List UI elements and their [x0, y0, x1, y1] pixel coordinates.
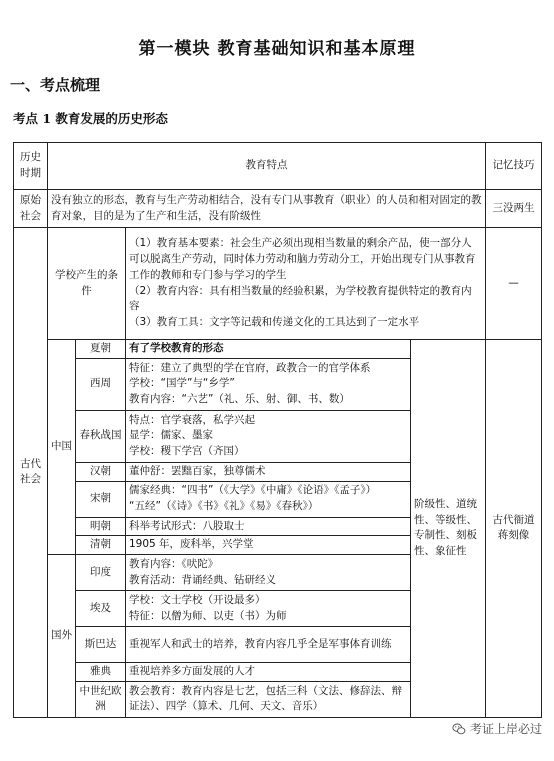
primitive-label: 原始社会 [14, 190, 48, 228]
feature-cell [126, 517, 411, 536]
feature-line: 有了学校教育的形态 [129, 342, 224, 354]
wechat-icon [452, 722, 466, 736]
feature-cell [126, 591, 411, 627]
feature-line: 教育内容：《吠陀》 [129, 557, 219, 570]
header-row [14, 143, 542, 190]
primitive-text: 没有独立的形态，教育与生产劳动相结合，没有专门从事教育（职业）的人员和相对固定的教育对象，目的是为了生产和生活，没有阶级性 [48, 190, 486, 228]
period-name: 春秋战国 [76, 410, 126, 462]
feature-line: 重视军人和武士的培养，教育内容几乎全是军事体育训练 [129, 637, 392, 650]
feature-cell [126, 481, 411, 517]
feature-line: 董仲舒：罢黜百家，独尊儒术 [129, 464, 266, 477]
period-name: 明朝 [76, 517, 126, 536]
point-heading: 考点 1 教育发展的历史形态 [13, 111, 168, 126]
china-label: 中国 [48, 340, 76, 555]
header-features: 教育特点 [48, 143, 486, 190]
feature-line: 特征：以僧为师、以吏（书）为师 [129, 609, 287, 622]
school-conditions-text [126, 228, 486, 340]
condition-line: （3）教育工具：文字等记载和传递文化的工具达到了一定水平 [129, 316, 420, 328]
header-period: 历史时期 [14, 143, 48, 190]
ancient-common-traits: 阶级性、道统性、等级性、专制性、刻板性、象征性 [411, 340, 486, 718]
period-name: 汉朝 [76, 462, 126, 481]
feature-line: 显学：儒家、墨家 [129, 429, 213, 442]
feature-cell [126, 358, 411, 410]
period-name: 雅典 [76, 663, 126, 682]
period-name: 中世纪欧洲 [76, 681, 126, 717]
ancient-memory: 古代衙道蒋刻像 [486, 340, 542, 718]
feature-line: 教育活动：背诵经典、钻研经义 [129, 573, 276, 586]
history-table [13, 142, 542, 718]
feature-line: 1905 年，废科举，兴学堂 [129, 538, 254, 551]
feature-line: 特点：官学衰落，私学兴起 [129, 413, 255, 426]
period-name: 宋朝 [76, 481, 126, 517]
feature-line: 学校：文士学校（开设最多） [129, 593, 266, 606]
period-name: 夏朝 [76, 340, 126, 359]
primitive-row [14, 190, 542, 228]
china-period-row [14, 340, 542, 359]
ancient-label: 古代社会 [14, 228, 48, 718]
watermark-text: 考证上岸必过 [469, 722, 542, 736]
feature-cell [126, 555, 411, 591]
feature-cell [126, 627, 411, 663]
primitive-memory: 三没两生 [486, 190, 542, 228]
foreign-label: 国外 [48, 555, 76, 718]
feature-line: 重视培养多方面发展的人才 [129, 665, 255, 677]
feature-line: 教育内容：“六艺”（礼、乐、射、御、书、数） [129, 393, 350, 406]
feature-line: 儒家经典：“四书”（《大学》《中庸》《论语》《孟子》） [129, 484, 377, 497]
feature-line: 教会教育：教育内容是七艺，包括三科（文法、修辞法、辩证法）、四学（算术、几何、天文、音乐） [129, 684, 402, 713]
school-conditions-label: 学校产生的条件 [48, 228, 126, 340]
period-name: 斯巴达 [76, 627, 126, 663]
feature-cell [126, 663, 411, 682]
school-conditions-row [14, 228, 542, 340]
period-name: 埃及 [76, 591, 126, 627]
feature-cell [126, 536, 411, 555]
feature-line: 科举考试形式：八股取士 [129, 519, 245, 532]
feature-cell [126, 340, 411, 359]
period-name: 清朝 [76, 536, 126, 555]
period-name: 西周 [76, 358, 126, 410]
header-memory: 记忆技巧 [486, 143, 542, 190]
feature-cell [126, 462, 411, 481]
school-conditions-memory: — [486, 228, 542, 340]
watermark [448, 718, 546, 739]
feature-line: 学校：“国学”与“乡学” [129, 377, 235, 390]
document-title: 第一模块 教育基础知识和基本原理 [138, 39, 416, 59]
feature-cell [126, 681, 411, 717]
feature-line: 特征：建立了典型的学在官府，政教合一的官学体系 [129, 361, 371, 374]
condition-line: （1）教育基本要素：社会生产必须出现相当数量的剩余产品，使一部分人可以脱离生产劳动，同时体力劳动和脑力劳动分工，开始出现专门从事教育工作的教师和专门参与学习的学生 [129, 237, 476, 281]
section-heading: 一、考点梳理 [10, 76, 101, 94]
feature-line: “五经”（《诗》《书》《礼》《易》《春秋》） [129, 500, 319, 512]
period-name: 印度 [76, 555, 126, 591]
condition-line: （2）教育内容：具有相当数量的经验积累，为学校教育提供特定的教育内容 [129, 284, 472, 313]
feature-line: 学校：稷下学宫（齐国） [129, 445, 245, 458]
feature-cell [126, 410, 411, 462]
